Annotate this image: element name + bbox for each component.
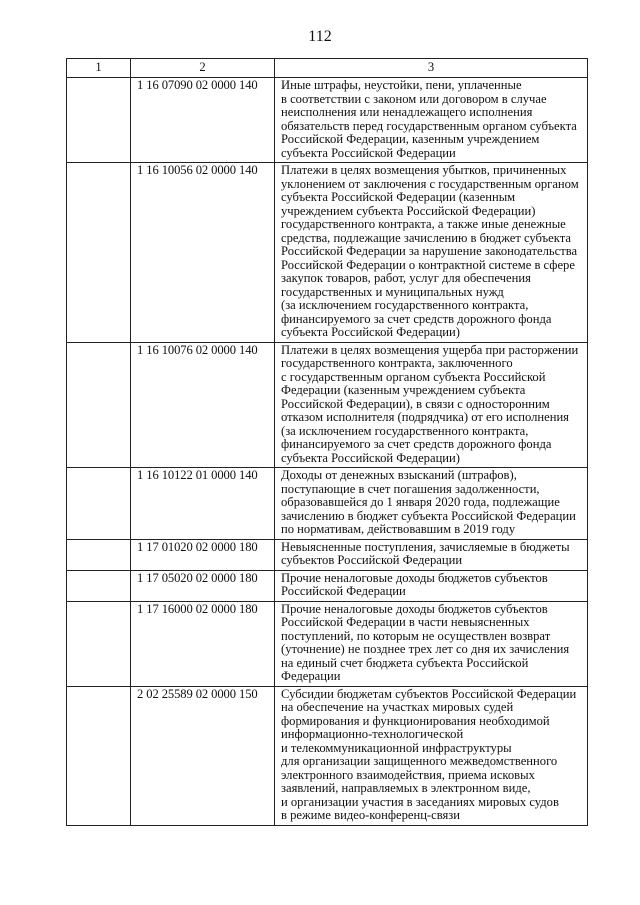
table-row [67, 539, 588, 570]
page-number: 112 [308, 28, 332, 45]
revenue-code-cell: 1 16 10056 02 0000 140 [131, 163, 275, 343]
admin-code-cell [67, 570, 131, 601]
admin-code-cell [67, 601, 131, 686]
admin-code-cell [67, 163, 131, 343]
revenue-name-cell: Иные штрафы, неустойки, пени, уплаченные в соответствии с законом или договором в случае неисполнения или ненадлежащего исполнения обязательств перед государственным органом субъекта Российской Федерации, казенным учреждением субъекта Российской Федерации [275, 78, 588, 163]
revenue-name-cell: Невыясненные поступления, зачисляемые в бюджеты субъектов Российской Федерации [275, 539, 588, 570]
table-row [67, 686, 588, 825]
revenue-code-cell: 1 16 10076 02 0000 140 [131, 342, 275, 468]
column-header-3: 3 [275, 59, 588, 78]
revenue-name-cell: Платежи в целях возмещения убытков, причиненных уклонением от заключения с государственным органом субъекта Российской Федерации (казенным учреждением субъекта Российской Федерации) государственного контракта, а также иные денежные средства, подлежащие зачислению в бюджет субъекта Российской Федерации за нарушение законодательства Российской Федерации о контрактной системе в сфере закупок товаров, работ, услуг для обеспечения государственных и муниципальных нужд (за исключением государственного контракта, финансируемого за счет средств дорожного фонда субъекта Российской Федерации) [275, 163, 588, 343]
admin-code-cell [67, 686, 131, 825]
revenue-name-cell: Субсидии бюджетам субъектов Российской Федерации на обеспечение на участках мировых судей формирования и функционирования необходимой информационно-технологической и телекоммуникационной инфраструктуры для организации защищенного межведомственного электронного взаимодействия, приема исковых заявлений, направляемых в электронном виде, и организации участия в заседаниях мировых судов в режиме видео-конференц-связи [275, 686, 588, 825]
table-row [67, 78, 588, 163]
admin-code-cell [67, 342, 131, 468]
revenue-code-cell: 2 02 25589 02 0000 150 [131, 686, 275, 825]
table-row [67, 163, 588, 343]
table-row [67, 468, 588, 540]
table-row [67, 570, 588, 601]
revenue-code-cell: 1 16 07090 02 0000 140 [131, 78, 275, 163]
table-row [67, 601, 588, 686]
revenue-name-cell: Прочие неналоговые доходы бюджетов субъектов Российской Федерации в части невыясненных поступлений, по которым не осуществлен возврат (уточнение) не позднее трех лет со дня их зачисления на единый счет бюджета субъекта Российской Федерации [275, 601, 588, 686]
revenue-code-cell: 1 17 01020 02 0000 180 [131, 539, 275, 570]
admin-code-cell [67, 539, 131, 570]
revenue-code-cell: 1 17 05020 02 0000 180 [131, 570, 275, 601]
column-header-2: 2 [131, 59, 275, 78]
revenue-name-cell: Прочие неналоговые доходы бюджетов субъектов Российской Федерации [275, 570, 588, 601]
admin-code-cell [67, 468, 131, 540]
revenue-code-cell: 1 17 16000 02 0000 180 [131, 601, 275, 686]
revenue-name-cell: Доходы от денежных взысканий (штрафов), поступающие в счет погашения задолженности, образовавшейся до 1 января 2020 года, подлежащие зачислению в бюджет субъекта Российской Федерации по нормативам, действовавшим в 2019 году [275, 468, 588, 540]
table-header-row [67, 59, 588, 78]
revenue-code-cell: 1 16 10122 01 0000 140 [131, 468, 275, 540]
admin-code-cell [67, 78, 131, 163]
column-header-1: 1 [67, 59, 131, 78]
revenue-name-cell: Платежи в целях возмещения ущерба при расторжении государственного контракта, заключенного с государственным органом субъекта Российской Федерации (казенным учреждением субъекта Российской Федерации), в связи с односторонним отказом исполнителя (подрядчика) от его исполнения (за исключением государственного контракта, финансируемого за счет средств дорожного фонда субъекта Российской Федерации) [275, 342, 588, 468]
revenue-code-table [66, 58, 588, 826]
table-row [67, 342, 588, 468]
